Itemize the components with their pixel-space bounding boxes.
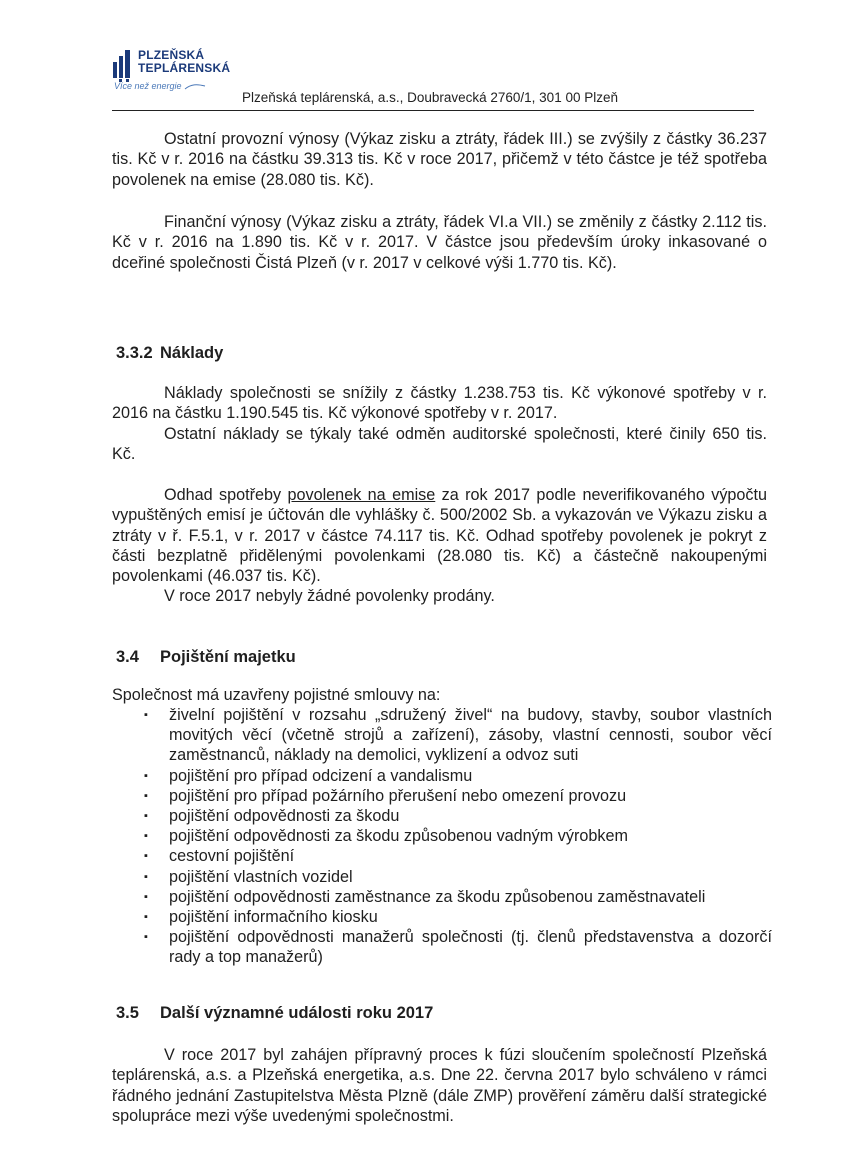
- section-heading-3-4: [116, 648, 296, 667]
- list-item-text: pojištění pro případ odcizení a vandalismu: [169, 766, 473, 785]
- section-heading-3-3-2: [116, 344, 223, 363]
- underlined-term: povolenek na emise: [287, 486, 436, 504]
- logo-line-2: TEPLÁRENSKÁ: [138, 61, 231, 75]
- list-item-text: pojištění odpovědnosti za škodu způsobenou vadným výrobkem: [169, 827, 628, 846]
- bullet-icon: ▪: [144, 911, 148, 924]
- section-number: 3.4: [116, 648, 139, 666]
- tagline-swoosh-icon: [184, 83, 206, 91]
- section-title: Náklady: [160, 344, 224, 362]
- paragraph-text: Ostatní náklady se týkaly také odměn auditorské společnosti, které činily 650 tis. Kč.: [112, 424, 767, 463]
- list-item: [112, 927, 772, 967]
- logo-tagline-text: Více než energie: [114, 81, 182, 91]
- logo-line-1: PLZEŇSKÁ: [138, 48, 205, 62]
- section-title: Další významné události roku 2017: [160, 1004, 434, 1022]
- insurance-list: [112, 705, 772, 968]
- paragraph-other-operating-revenue: [112, 129, 767, 190]
- bullet-icon: ▪: [144, 870, 148, 883]
- paragraph-text: Společnost má uzavřeny pojistné smlouvy na:: [112, 686, 441, 704]
- paragraph-text: [112, 485, 767, 586]
- list-item-text: pojištění vlastních vozidel: [169, 867, 353, 886]
- list-item-text: živelní pojištění v rozsahu „sdružený živel“ na budovy, stavby, soubor vlastních movitých věcí (včetně strojů a zařízení), zásoby, vlastní cennosti, soubor věcí zaměstnanců, náklady na demolici, vyklizení a odvoz suti: [169, 706, 772, 765]
- bullet-icon: ▪: [144, 830, 148, 843]
- paragraph-emission-allowances: [112, 485, 767, 607]
- bullet-icon: ▪: [144, 709, 148, 721]
- company-logo: [112, 48, 232, 108]
- paragraph-significant-events: [112, 1045, 767, 1126]
- bullet-icon: ▪: [144, 890, 148, 903]
- paragraph-text: Náklady společnosti se snížily z částky 1.238.753 tis. Kč výkonové spotřeby v r. 2016 na částku 1.190.545 tis. Kč výkonové spotřeby v r. 2017.: [112, 384, 767, 423]
- list-item: [112, 705, 772, 766]
- list-item: [112, 887, 772, 907]
- paragraph-text: V roce 2017 nebyly žádné povolenky prodány.: [164, 587, 495, 606]
- list-item-text: pojištění odpovědnosti zaměstnance za škodu způsobenou zaměstnavateli: [169, 887, 706, 906]
- section-number: 3.5: [116, 1004, 139, 1022]
- list-item: [112, 786, 772, 806]
- text-run: za rok 2017 podle neverifikovaného výpočtu vypuštěných emisí je účtován dle vyhlášky č. 500/2002 Sb. a vykazován ve Výkazu zisku a ztráty v ř. F.5.1, v r. 2017 v částce 74.117 tis. Kč. Odhad spotřeby povolenek je pokryt z části bezplatně přidělenými povolenkami (28.080 tis. Kč) a částečně nakoupenými povolenkami (46.037 tis. Kč).: [112, 486, 768, 586]
- paragraph-text: Ostatní provozní výnosy (Výkaz zisku a ztráty, řádek III.) se zvýšily z částky 36.237 tis. Kč v r. 2016 na částku 39.313 tis. Kč v roce 2017, přičemž v této částce je též spotřeba povolenek na emise (28.080 tis. Kč).: [112, 130, 767, 189]
- logo-wordmark: [138, 49, 230, 75]
- logo-tagline: [114, 81, 206, 91]
- list-item-text: pojištění informačního kiosku: [169, 908, 378, 927]
- list-item-text: pojištění odpovědnosti manažerů společnosti (tj. členů představenstva a dozorčí rady a top manažerů): [169, 928, 772, 967]
- section-heading-3-5: [116, 1004, 433, 1023]
- paragraph-insurance-intro: [112, 685, 767, 705]
- text-run: Odhad spotřeby: [164, 486, 288, 504]
- list-item-text: pojištění pro případ požárního přerušení nebo omezení provozu: [169, 786, 627, 805]
- bullet-icon: ▪: [144, 810, 148, 823]
- logo-mark-icon: [112, 48, 136, 82]
- list-item: [112, 867, 772, 887]
- list-item: [112, 766, 772, 786]
- header-divider: [112, 110, 754, 111]
- paragraph-text: Finanční výnosy (Výkaz zisku a ztráty, řádek VI.a VII.) se změnily z částky 2.112 tis. Kč v r. 2016 na 1.890 tis. Kč v r. 2017. V částce jsou především úroky inkasované o dceřiné společnosti Čistá Plzeň (v r. 2017 v celkové výši 1.770 tis. Kč).: [112, 213, 767, 272]
- bullet-icon: ▪: [144, 850, 148, 863]
- bullet-icon: ▪: [144, 789, 148, 802]
- paragraph-financial-revenue: [112, 212, 767, 273]
- paragraph-text: V roce 2017 byl zahájen přípravný proces k fúzi sloučením společností Plzeňská teplárenská, a.s. a Plzeňská energetika, a.s. Dne 22. června 2017 bylo schváleno v rámci řádného jednání Zastupitelstva Města Plzně (dále ZMP) prověření záměru další strategické spolupráce mezi výše uvedenými společnostmi.: [112, 1046, 767, 1125]
- paragraph-costs: [112, 383, 767, 464]
- list-item: [112, 846, 772, 866]
- list-item-text: cestovní pojištění: [169, 847, 295, 866]
- bullet-icon: ▪: [144, 769, 148, 782]
- list-item: [112, 806, 772, 826]
- section-number: 3.3.2: [116, 344, 153, 362]
- list-item: [112, 826, 772, 846]
- bullet-icon: ▪: [144, 931, 148, 944]
- list-item: [112, 907, 772, 927]
- list-item-text: pojištění odpovědnosti za škodu: [169, 807, 400, 826]
- header-address: Plzeňská teplárenská, a.s., Doubravecká 2760/1, 301 00 Plzeň: [242, 90, 618, 105]
- section-title: Pojištění majetku: [160, 648, 296, 666]
